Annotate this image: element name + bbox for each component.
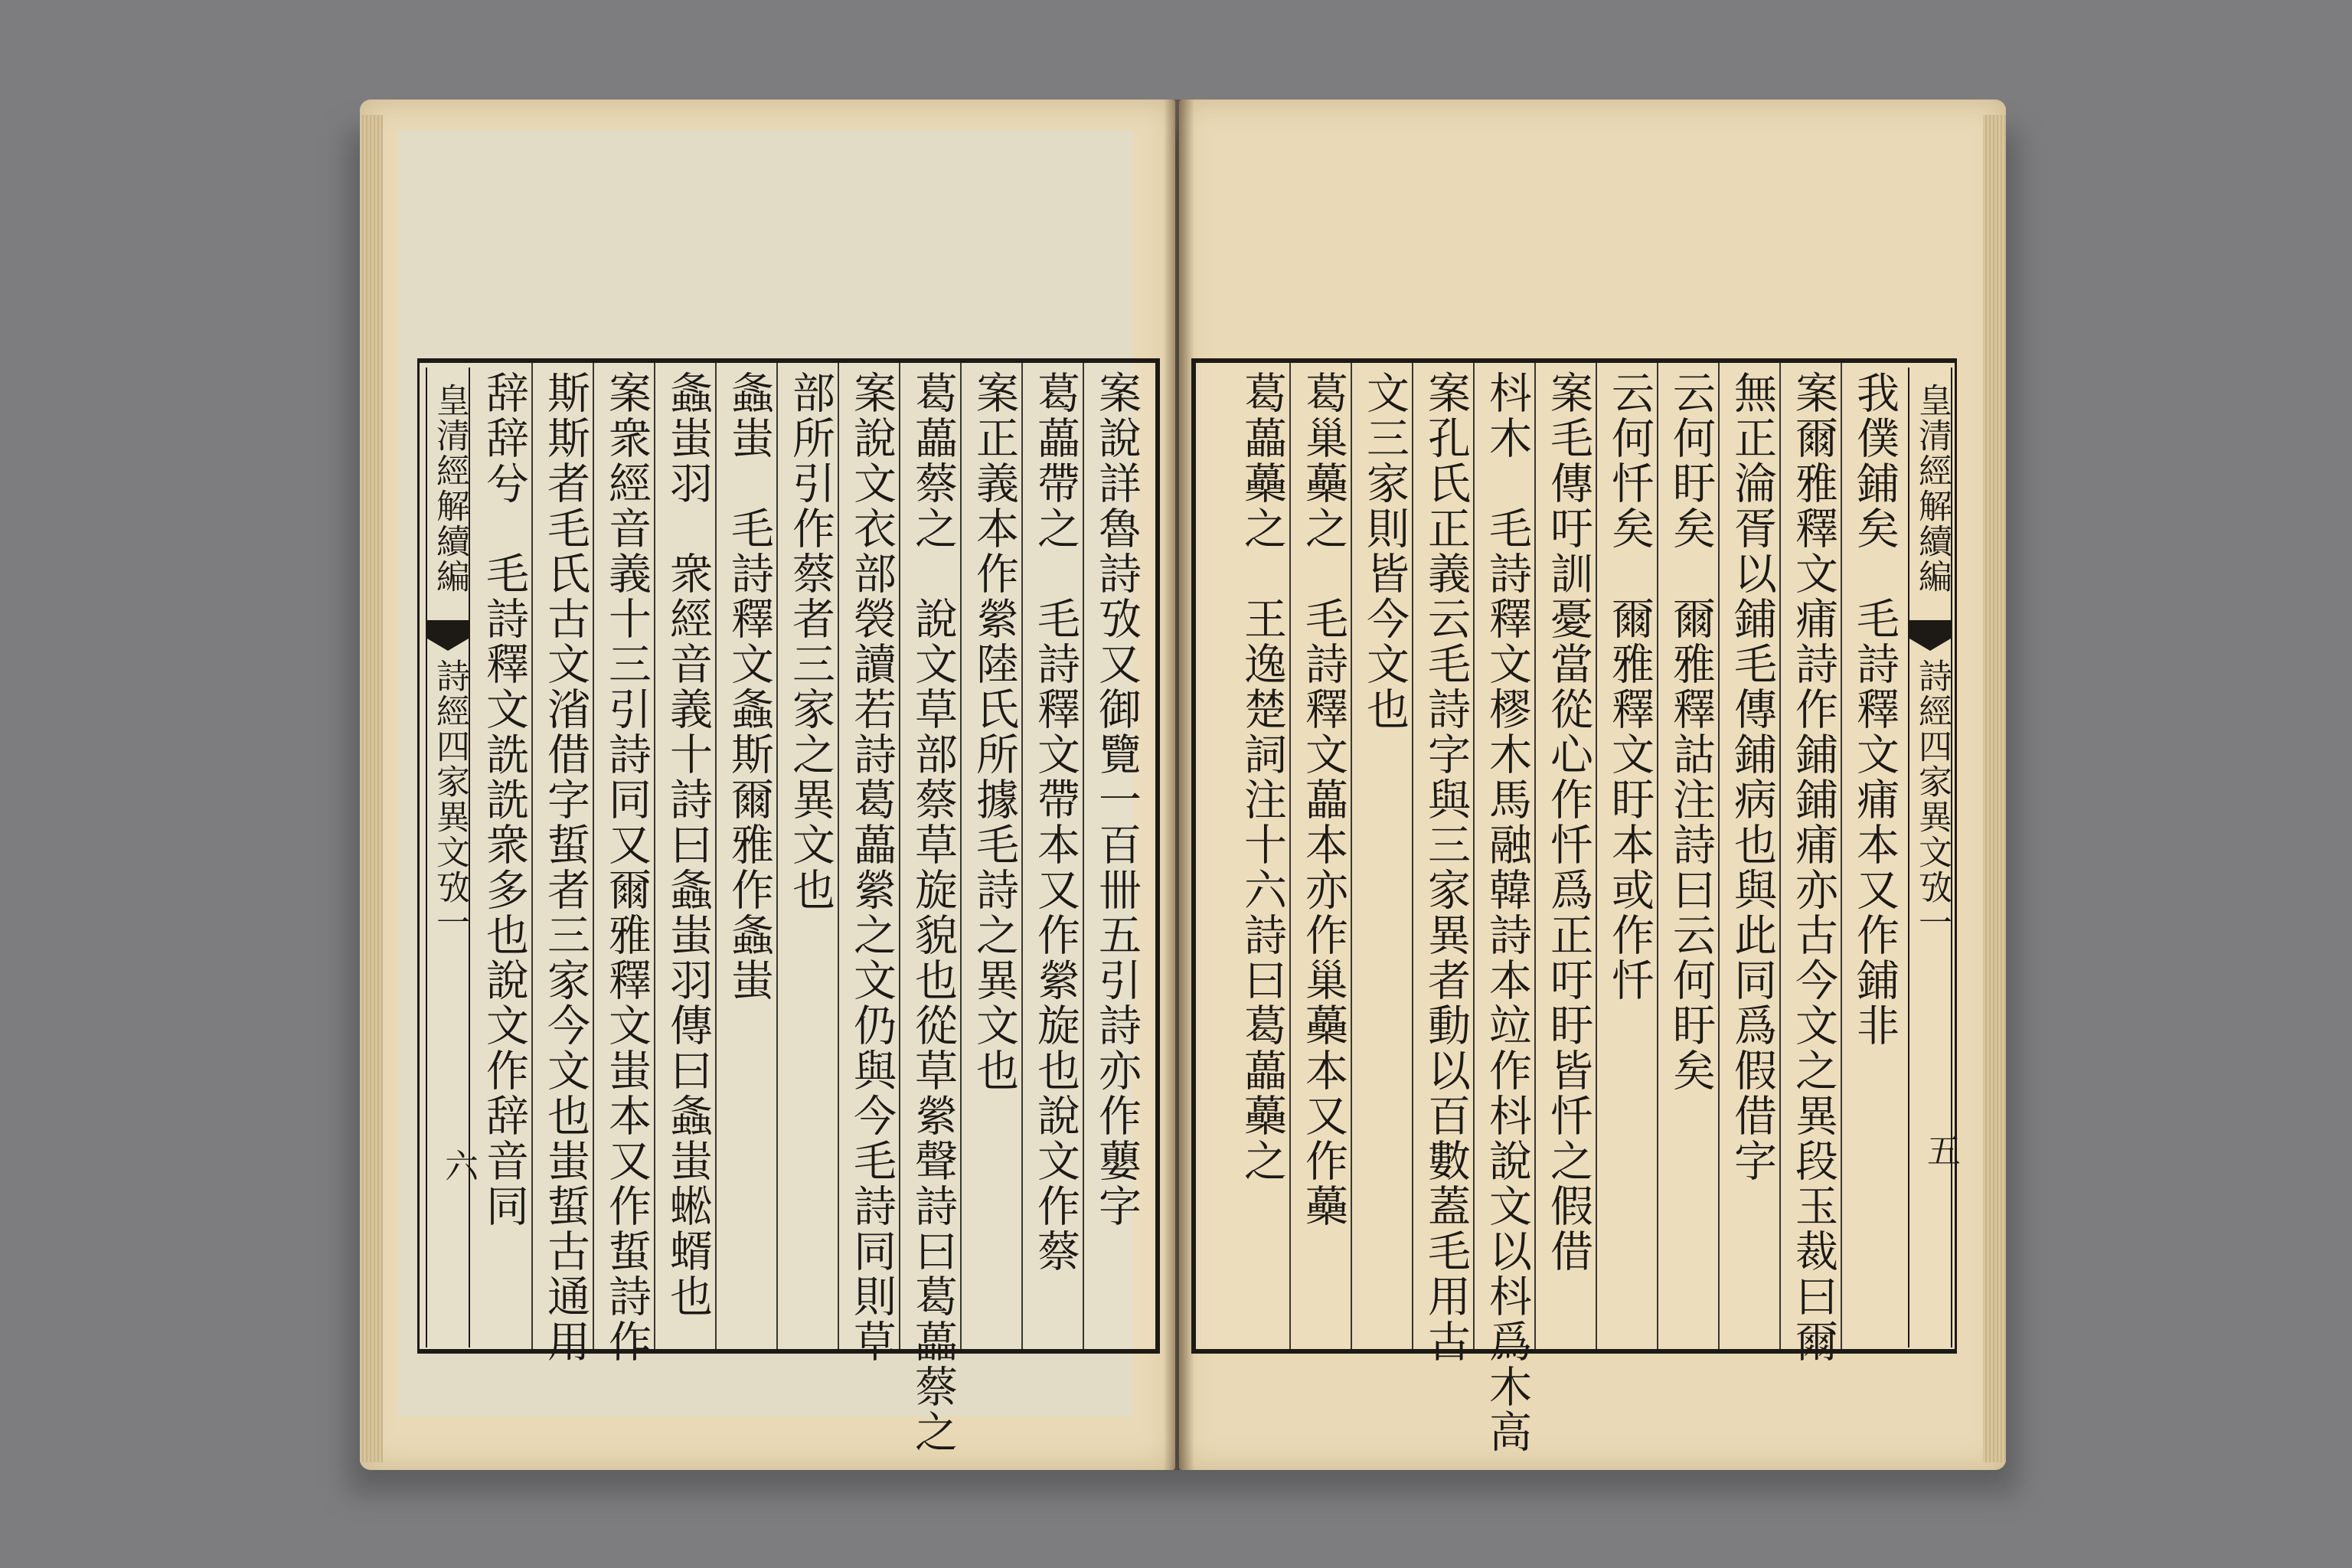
- column-rule: [1412, 363, 1413, 1349]
- column-rule: [1841, 363, 1842, 1349]
- text-column: 文三家則皆今文也: [1360, 371, 1410, 732]
- text-column: 我僕鋪矣 毛詩釋文痡本又作鋪非: [1850, 371, 1900, 1048]
- text-column: 案說詳魯詩攷又御覽一百卌五引詩亦作蘡字: [1092, 371, 1142, 1229]
- text-column: 部所引作蔡者三家之異文也: [786, 371, 835, 913]
- column-rule: [1657, 363, 1658, 1349]
- text-column: 葛藟帶之 毛詩釋文帶本又作縈旋也說文作蔡: [1031, 371, 1080, 1274]
- text-column: 案孔氏正義云毛詩字與三家異者動以百數蓋毛用古: [1421, 371, 1471, 1364]
- text-column: 枓木 毛詩釋文樛木馬融韓詩本竝作枓說文以枓爲木高: [1482, 371, 1532, 1455]
- banner-title: 皇清經解續編: [430, 383, 469, 594]
- column-rule: [1473, 363, 1475, 1349]
- right-page-edges: [1983, 115, 2006, 1462]
- book-gutter: [1164, 100, 1194, 1470]
- column-rule: [715, 363, 717, 1349]
- text-column: 螽蚩羽 衆經音義十詩曰螽蚩羽傳曰螽蚩蜙蝑也: [663, 371, 713, 1319]
- text-column: 辞辞兮 毛詩釋文詵詵衆多也說文作辞音同: [479, 371, 529, 1229]
- text-column: 葛藟蔡之 說文草部蔡草旋貌也從草縈聲詩曰葛藟蔡之: [908, 371, 958, 1455]
- banner-title: 皇清經解續編: [1913, 383, 1952, 594]
- text-column: 斯斯者毛氏古文渻借字蜇者三家今文也蚩蜇古通用: [541, 371, 590, 1364]
- column-rule: [1718, 363, 1720, 1349]
- text-column: 案衆經音義十三引詩同又爾雅釋文蚩本又作蜇詩作: [602, 371, 652, 1364]
- banner-section: 詩經四家異文攷一: [1913, 658, 1952, 940]
- column-rule: [1779, 363, 1781, 1349]
- text-column: 案正義本作縈陸氏所據毛詩之異文也: [969, 371, 1019, 1093]
- text-column: 螽蚩 毛詩釋文螽斯爾雅作螽蚩: [724, 371, 774, 1003]
- column-rule: [1021, 363, 1023, 1349]
- left-page-edges: [360, 115, 383, 1462]
- text-column: 無正淪胥以鋪毛傳鋪病也與此同爲假借字: [1727, 371, 1777, 1184]
- column-rule: [1083, 363, 1084, 1349]
- text-column: 案說文衣部褮讀若詩葛藟縈之文仍與今毛詩同則草: [847, 371, 897, 1364]
- text-column: 葛巢蘽之 毛詩釋文藟本亦作巢蘽本又作蘽: [1298, 371, 1348, 1229]
- page-number: 五: [1921, 1133, 1960, 1167]
- column-rule: [1351, 363, 1352, 1349]
- text-column: 云何忏矣 爾雅釋文盱本或作忏: [1605, 371, 1655, 1003]
- left-text-frame: [417, 358, 1160, 1455]
- banner-section: 詩經四家異文攷一: [430, 658, 469, 940]
- fish-tail-mark: [1909, 620, 1951, 651]
- column-rule: [654, 363, 655, 1349]
- fish-tail-mark: [427, 620, 469, 651]
- column-rule: [899, 363, 900, 1349]
- column-rule: [776, 363, 778, 1349]
- column-rule: [1596, 363, 1597, 1349]
- column-rule: [531, 363, 533, 1349]
- banner-column: [1908, 368, 1960, 1348]
- column-rule: [960, 363, 962, 1349]
- text-column: 案爾雅釋文痡詩作鋪鋪痡亦古今文之異段玉裁曰爾: [1788, 371, 1838, 1364]
- page-number: 六: [439, 1148, 478, 1182]
- text-column: 案毛傳吁訓憂當從心作忏爲正吁盱皆忏之假借: [1544, 371, 1593, 1274]
- banner-column: [426, 368, 478, 1348]
- column-rule: [593, 363, 594, 1349]
- column-rule: [1534, 363, 1536, 1349]
- column-rule: [838, 363, 839, 1349]
- right-text-frame: [1191, 358, 1960, 1455]
- text-column: 葛藟蘽之 王逸楚詞注十六詩曰葛藟蘽之: [1237, 371, 1287, 1184]
- column-rule: [1289, 363, 1291, 1349]
- text-column: 云何盱矣 爾雅釋詁注詩曰云何盱矣: [1666, 371, 1716, 1093]
